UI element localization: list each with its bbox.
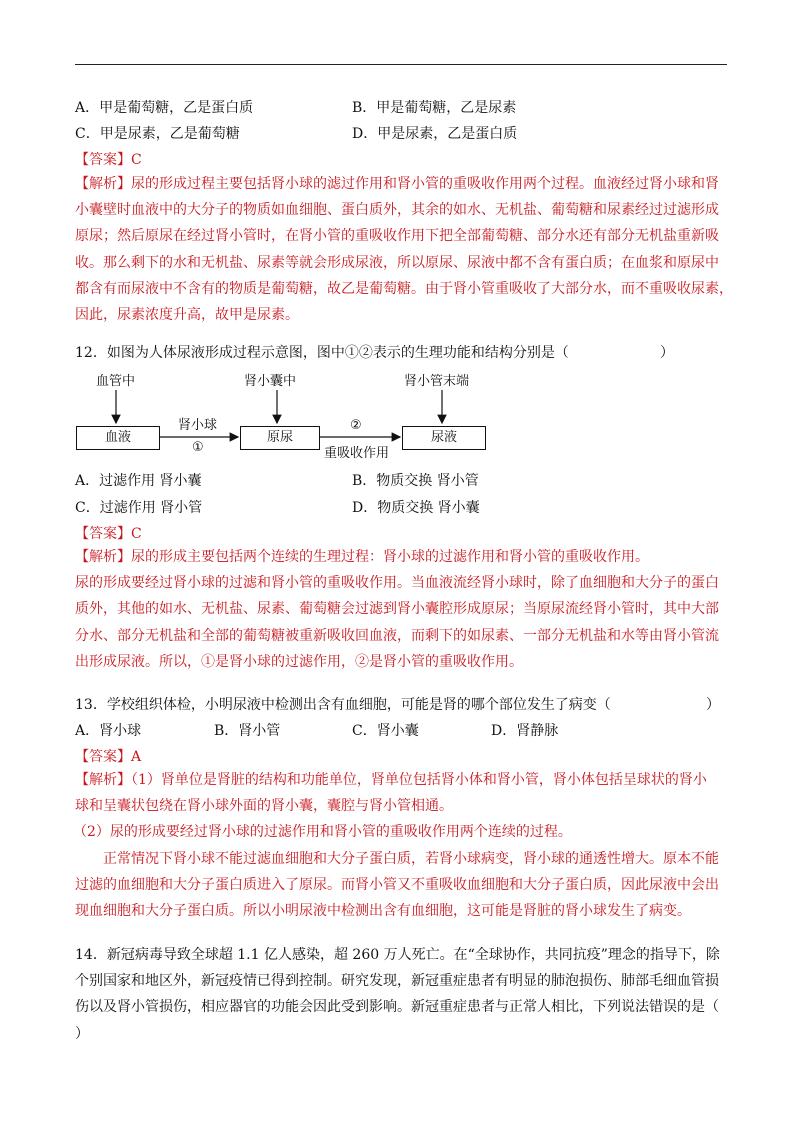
label-circle-1: ① [192, 440, 204, 455]
label-circle-2: ② [350, 418, 362, 433]
q11-option-d: D．甲是尿素，乙是蛋白质 [352, 126, 518, 142]
label-reabsorption: 重吸收作用 [324, 446, 390, 461]
explanation-line: 尿的形成要经过肾小球的过滤和肾小管的重吸收作用。当血液流经肾小球时，除了血细胞和大分子的蛋白 [75, 575, 719, 592]
question-line: ） [75, 1025, 89, 1042]
header-rule [75, 64, 727, 65]
explanation-line: 球和呈囊状包绕在肾小球外面的肾小囊，囊腔与肾小管相通。 [75, 798, 453, 815]
explanation-line: 收。那么剩下的水和无机盐、尿素等就会形成尿液，所以原尿、尿液中都不含有蛋白质；在血浆和原尿中 [75, 254, 719, 271]
q13-option-a: A．肾小球 [75, 723, 142, 739]
label-blood-vessel: 血管中 [96, 374, 136, 389]
q13-option-c: C．肾小囊 [352, 723, 419, 739]
question-line: 14．新冠病毒导致全球超 1.1 亿人感染，超 260 万人死亡。在“全球协作，共同抗疫”理念的指导下，除 [75, 947, 720, 963]
explanation-line: 原尿；然后原尿在经过肾小管时，在肾小管的重吸收作用下把全部葡萄糖、部分水还有部分无机盐重新吸 [75, 228, 719, 245]
q13-paren-close: ） [706, 697, 720, 713]
q12-paren-close: ） [660, 345, 674, 361]
q12-option-b: B．物质交换 肾小管 [352, 473, 479, 489]
question-line: 个别国家和地区外，新冠疫情已得到控制。研究发现，新冠重症患者有明显的肺泡损伤、肺部毛细血管损 [75, 973, 719, 990]
diagram-arrows [74, 368, 494, 468]
explanation-line: （2）尿的形成要经过肾小球的过滤作用和肾小管的重吸收作用两个连续的过程。 [73, 824, 572, 841]
explanation-line: 现血细胞和大分子蛋白质。所以小明尿液中检测出含有血细胞，这可能是肾脏的肾小球发生了病变。 [75, 903, 691, 920]
explanation-line: 出形成尿液。所以，①是肾小球的过滤作用，②是肾小管的重吸收作用。 [75, 653, 523, 670]
q11-answer: 【答案】C [75, 152, 142, 168]
q11-option-a: A．甲是葡萄糖，乙是蛋白质 [75, 100, 254, 116]
q13-explanation [75, 767, 719, 924]
box-blood: 血液 [76, 426, 160, 450]
explanation-line: 因此，尿素浓度升高，故甲是尿素。 [75, 307, 299, 324]
explanation-line: 正常情况下肾小球不能过滤血细胞和大分子蛋白质，若肾小球病变，肾小球的通透性增大。原本不能 [103, 850, 719, 867]
q13-option-b: B．肾小管 [214, 723, 281, 739]
explanation-line: 质外，其他的如水、无机盐、尿素、葡萄糖会过滤到肾小囊腔形成原尿；当原尿流经肾小管时，其中大部 [75, 601, 719, 618]
label-glomerulus: 肾小球 [178, 418, 218, 433]
label-bowman-capsule: 肾小囊中 [244, 374, 297, 389]
explanation-line: 【解析】（1）肾单位是肾脏的结构和功能单位，肾单位包括肾小体和肾小管，肾小体包括呈球状的肾小 [75, 772, 707, 788]
label-tubule-end: 肾小管末端 [404, 374, 470, 389]
q14-question [75, 942, 720, 1047]
explanation-line: 过滤的血细胞和大分子蛋白质进入了原尿。而肾小管又不重吸收血细胞和大分子蛋白质，因此尿液中会出 [75, 876, 719, 893]
q12-question: 12．如图为人体尿液形成过程示意图，图中①②表示的生理功能和结构分别是（ [75, 345, 569, 361]
q12-option-a: A．过滤作用 肾小囊 [75, 473, 202, 489]
box-primary-urine: 原尿 [240, 426, 320, 450]
q11-option-c: C．甲是尿素，乙是葡萄糖 [75, 126, 240, 142]
box-urine: 尿液 [402, 426, 486, 450]
question-line: 伤以及肾小管损伤，相应器官的功能会因此受到影响。新冠重症患者与正常人相比，下列说法错误的是（ [75, 999, 719, 1016]
q13-option-d: D．肾静脉 [491, 723, 559, 739]
explanation-line: 都含有而尿液中不含有的物质是葡萄糖，故乙是葡萄糖。由于肾小管重吸收了大部分水，而不重吸收尿素， [75, 280, 733, 297]
explanation-line: 分水、部分无机盐和全部的葡萄糖被重新吸收回血液，而剩下的如尿素、一部分无机盐和水等由肾小管流 [75, 627, 719, 644]
q12-option-c: C．过滤作用 肾小管 [75, 500, 203, 516]
q12-option-d: D．物质交换 肾小囊 [352, 500, 480, 516]
q11-option-b: B．甲是葡萄糖，乙是尿素 [352, 100, 517, 116]
q11-explanation [75, 171, 733, 328]
explanation-line: 【解析】尿的形成主要包括两个连续的生理过程：肾小球的过滤作用和肾小管的重吸收作用。 [75, 549, 649, 565]
q13-question: 13．学校组织体检，小明尿液中检测出含有血细胞，可能是肾的哪个部位发生了病变（ [75, 697, 611, 713]
urine-formation-diagram [74, 368, 494, 468]
q12-explanation [75, 544, 719, 675]
explanation-line: 【解析】尿的形成过程主要包括肾小球的滤过作用和肾小管的重吸收作用两个过程。血液经过肾小球和肾 [75, 176, 719, 192]
q12-answer: 【答案】C [75, 526, 142, 542]
explanation-line: 小囊壁时血液中的大分子的物质如血细胞、蛋白质外，其余的如水、无机盐、葡萄糖和尿素经过过滤形成 [75, 202, 719, 219]
q13-answer: 【答案】A [75, 749, 142, 765]
